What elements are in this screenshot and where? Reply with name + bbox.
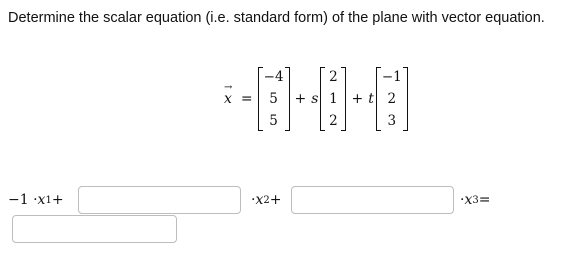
subscript: 2 — [263, 194, 270, 206]
parameter-t: t — [368, 91, 374, 107]
direction-vector-entry: 2 — [387, 91, 397, 107]
parameter-s: s — [311, 91, 319, 107]
constant-input[interactable] — [12, 215, 177, 243]
coefficient-x3-input[interactable] — [291, 186, 454, 214]
direction-vector-2 — [376, 67, 408, 131]
direction-vector-1 — [320, 67, 346, 131]
position-vector-symbol — [224, 82, 233, 107]
question-prompt: Determine the scalar equation (i.e. standard form) of the plane with vector equation. — [8, 10, 545, 26]
plus-sign: + — [51, 192, 64, 208]
subscript: 3 — [472, 194, 479, 206]
plus-sign: + — [269, 192, 282, 208]
coefficient-x2-input[interactable] — [78, 186, 241, 214]
coefficient-text: −1 · — [8, 192, 38, 208]
position-vector-letter: x — [224, 91, 232, 107]
direction-vector-entry: 1 — [329, 91, 338, 107]
multiply-dot: · — [460, 192, 465, 208]
point-vector — [258, 67, 290, 131]
direction-vector-entry: 3 — [387, 113, 397, 129]
plus-sign: + — [294, 91, 307, 107]
direction-vector-entry: 2 — [329, 113, 338, 129]
term-x2-label — [251, 186, 281, 214]
direction-vector-entry: −1 — [381, 69, 402, 85]
vector-arrow-icon: → — [224, 82, 233, 93]
point-vector-entry: 5 — [269, 113, 278, 129]
direction-vector-entry: 2 — [329, 69, 338, 85]
point-vector-entry: −4 — [263, 69, 284, 85]
term-x1-label — [8, 186, 64, 214]
term-x3-label — [460, 186, 490, 214]
vector-equation — [224, 62, 408, 136]
variable-x: x — [37, 192, 46, 208]
equals-sign: = — [240, 91, 253, 107]
equals-sign: = — [478, 192, 491, 208]
subscript: 1 — [45, 194, 52, 206]
point-vector-entry: 5 — [269, 91, 278, 107]
plus-sign: + — [351, 91, 364, 107]
multiply-dot: · — [251, 192, 256, 208]
variable-x: x — [464, 192, 473, 208]
variable-x: x — [255, 192, 264, 208]
